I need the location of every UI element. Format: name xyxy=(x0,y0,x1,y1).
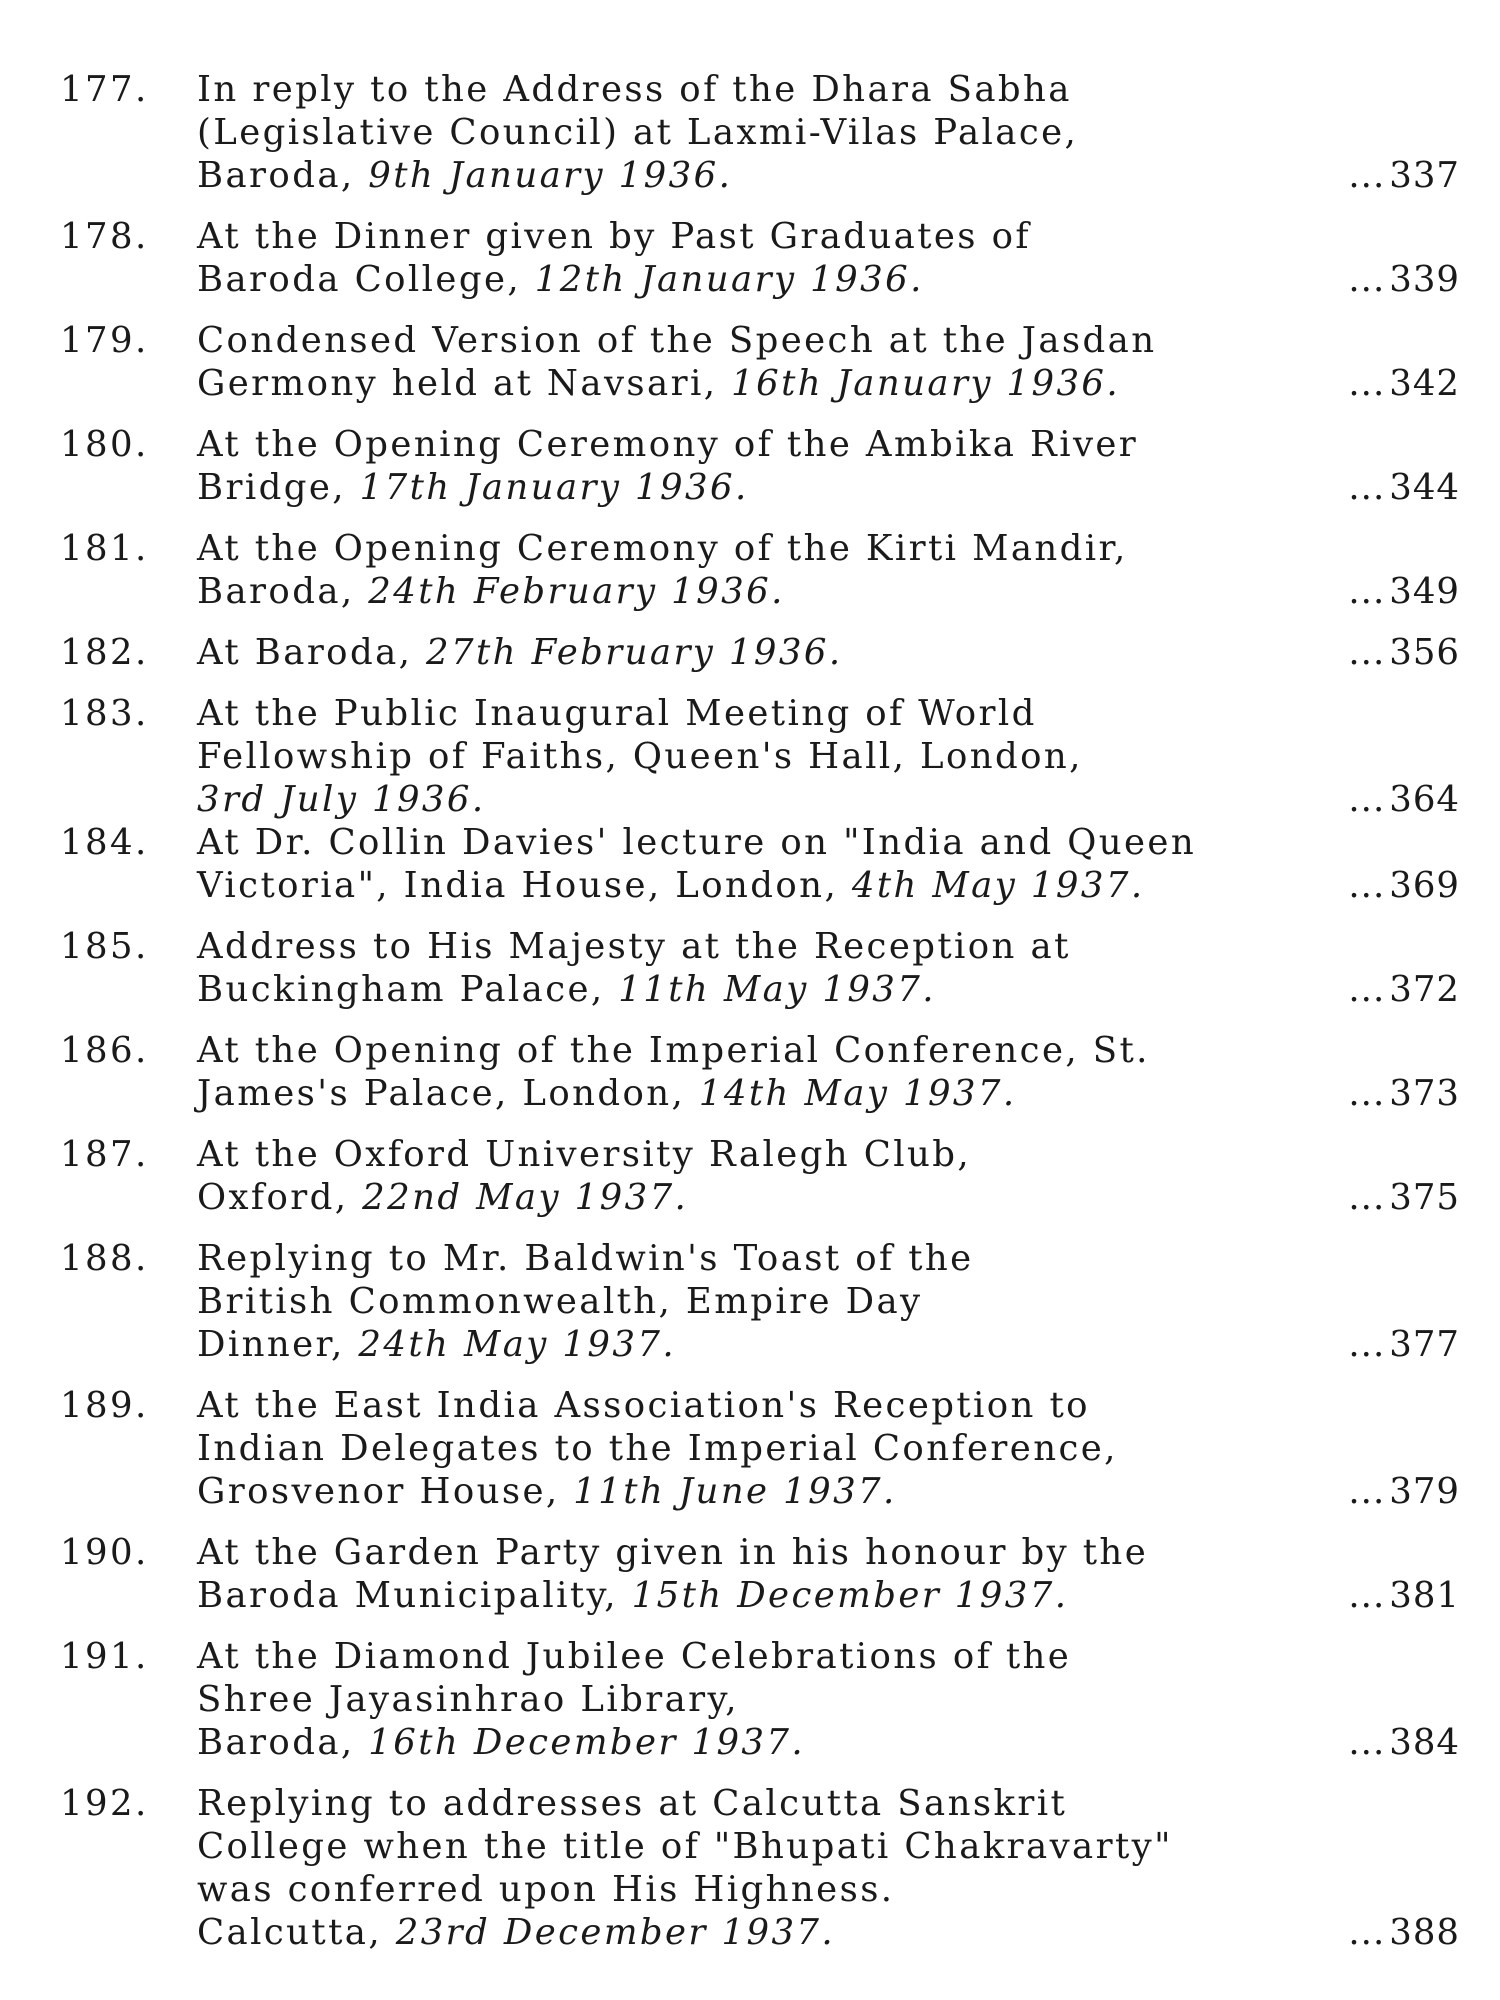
page-number xyxy=(1348,1574,1460,1617)
entry-body xyxy=(197,319,1460,405)
page-number xyxy=(1348,864,1460,907)
entry-date: 27th February 1936. xyxy=(426,632,843,673)
entry-body xyxy=(197,1029,1460,1115)
entry-number: 178. xyxy=(60,216,149,257)
dot-leader: ... xyxy=(1348,1073,1386,1114)
entry-text: James's Palace, London, xyxy=(197,1073,699,1114)
entry-text: Address to His Majesty at the Reception at xyxy=(197,926,1071,967)
toc-entry-184 xyxy=(60,821,1460,907)
entry-text: Germony held at Navsari, xyxy=(197,363,732,404)
entry-number: 177. xyxy=(60,69,149,110)
toc-page xyxy=(60,68,1460,1954)
entry-text: At Dr. Collin Davies' lecture on "India and Queen xyxy=(197,822,1197,863)
dot-leader: ... xyxy=(1348,259,1386,300)
page-number-value: 339 xyxy=(1389,259,1460,300)
entry-body xyxy=(197,925,1460,1011)
entry-text: At the East India Association's Reception to xyxy=(197,1385,1090,1426)
entry-number: 180. xyxy=(60,424,149,465)
entry-line xyxy=(197,527,1460,570)
entry-text: At the Garden Party given in his honour by the xyxy=(197,1532,1149,1573)
entry-line xyxy=(197,735,1460,778)
dot-leader: ... xyxy=(1348,155,1386,196)
entry-date: 22nd May 1937. xyxy=(362,1177,689,1218)
entry-line xyxy=(197,1384,1460,1427)
entry-text: British Commonwealth, Empire Day xyxy=(197,1281,923,1322)
entry-number: 182. xyxy=(60,632,149,673)
dot-leader: ... xyxy=(1348,1177,1386,1218)
entry-body xyxy=(197,423,1460,509)
toc-entry-181 xyxy=(60,527,1460,613)
dot-leader: ... xyxy=(1348,1722,1386,1763)
entry-text: At Baroda, xyxy=(197,632,427,673)
page-number xyxy=(1348,570,1460,613)
entry-line xyxy=(197,968,1460,1011)
entry-number: 181. xyxy=(60,528,149,569)
toc-entry-182 xyxy=(60,631,1460,674)
entry-line xyxy=(197,215,1460,258)
entry-text: Condensed Version of the Speech at the Jasdan xyxy=(197,320,1157,361)
entry-date: 16th December 1937. xyxy=(368,1722,806,1763)
toc-entry-185 xyxy=(60,925,1460,1011)
entry-line xyxy=(197,1176,1460,1219)
entry-body xyxy=(197,1384,1460,1513)
entry-text: Baroda, xyxy=(197,571,369,612)
page-number-value: 344 xyxy=(1389,467,1460,508)
entry-text: In reply to the Address of the Dhara Sabha xyxy=(197,69,1072,110)
dot-leader: ... xyxy=(1348,1912,1386,1953)
page-number-value: 384 xyxy=(1389,1722,1460,1763)
entry-line xyxy=(197,111,1460,154)
toc-entry-191 xyxy=(60,1635,1460,1764)
page-number xyxy=(1348,778,1460,821)
dot-leader: ... xyxy=(1348,969,1386,1010)
entry-line xyxy=(197,1470,1460,1513)
entry-text: Oxford, xyxy=(197,1177,363,1218)
entry-text: At the Dinner given by Past Graduates of xyxy=(197,216,1031,257)
dot-leader: ... xyxy=(1348,363,1386,404)
entry-line xyxy=(197,1072,1460,1115)
toc-entry-190 xyxy=(60,1531,1460,1617)
entry-date: 24th February 1936. xyxy=(368,571,785,612)
entry-body xyxy=(197,527,1460,613)
entry-body xyxy=(197,821,1460,907)
entry-text: Baroda, xyxy=(197,155,369,196)
entry-text: Bridge, xyxy=(197,467,360,508)
entry-line xyxy=(197,631,1460,674)
entry-text: Buckingham Palace, xyxy=(197,969,619,1010)
entry-text: Fellowship of Faiths, Queen's Hall, London, xyxy=(197,736,1083,777)
entry-number: 189. xyxy=(60,1385,149,1426)
entry-body xyxy=(197,1531,1460,1617)
entry-body xyxy=(197,1237,1460,1366)
page-number-value: 373 xyxy=(1389,1073,1460,1114)
entry-text: Baroda Municipality, xyxy=(197,1575,632,1616)
page-number xyxy=(1348,258,1460,301)
entry-text: Indian Delegates to the Imperial Conference, xyxy=(197,1428,1118,1469)
entry-number: 187. xyxy=(60,1134,149,1175)
entry-line xyxy=(197,68,1460,111)
toc-entry-180 xyxy=(60,423,1460,509)
entry-date: 24th May 1937. xyxy=(358,1324,677,1365)
page-number xyxy=(1348,1176,1460,1219)
entry-number: 190. xyxy=(60,1532,149,1573)
toc-entry-187 xyxy=(60,1133,1460,1219)
page-number-value: 342 xyxy=(1389,363,1460,404)
entry-number: 192. xyxy=(60,1783,149,1824)
entry-line xyxy=(197,1782,1460,1825)
entry-line xyxy=(197,925,1460,968)
entry-text: College when the title of "Bhupati Chakravarty" xyxy=(197,1826,1173,1867)
page-number xyxy=(1348,466,1460,509)
entry-line xyxy=(197,1323,1460,1366)
dot-leader: ... xyxy=(1348,1471,1386,1512)
entry-line xyxy=(197,821,1460,864)
entry-date: 4th May 1937. xyxy=(851,865,1145,906)
page-number xyxy=(1348,1323,1460,1366)
entry-line xyxy=(197,1133,1460,1176)
page-number-value: 375 xyxy=(1389,1177,1460,1218)
entry-body xyxy=(197,215,1460,301)
entry-date: 3rd July 1936. xyxy=(197,779,486,820)
page-number-value: 356 xyxy=(1389,632,1460,673)
entry-line xyxy=(197,570,1460,613)
dot-leader: ... xyxy=(1348,865,1386,906)
entry-text: At the Opening Ceremony of the Ambika River xyxy=(197,424,1139,465)
toc-entry-188 xyxy=(60,1237,1460,1366)
entry-date: 9th January 1936. xyxy=(368,155,733,196)
entry-number: 185. xyxy=(60,926,149,967)
entry-date: 23rd December 1937. xyxy=(395,1912,836,1953)
entry-date: 15th December 1937. xyxy=(631,1575,1069,1616)
page-number-value: 337 xyxy=(1389,155,1460,196)
entry-line xyxy=(197,864,1460,907)
entry-text: Replying to Mr. Baldwin's Toast of the xyxy=(197,1238,974,1279)
page-number xyxy=(1348,362,1460,405)
entry-text: Calcutta, xyxy=(197,1912,396,1953)
entry-body xyxy=(197,68,1460,197)
entry-line xyxy=(197,1427,1460,1470)
page-number-value: 377 xyxy=(1389,1324,1460,1365)
entry-text: Dinner, xyxy=(197,1324,359,1365)
toc-entry-189 xyxy=(60,1384,1460,1513)
entry-text: was conferred upon His Highness. xyxy=(197,1869,895,1910)
entry-text: Grosvenor House, xyxy=(197,1471,574,1512)
entry-number: 184. xyxy=(60,822,149,863)
dot-leader: ... xyxy=(1348,632,1386,673)
entry-number: 183. xyxy=(60,693,149,734)
entry-date: 16th January 1936. xyxy=(731,363,1121,404)
entry-line xyxy=(197,1574,1460,1617)
entry-line xyxy=(197,692,1460,735)
entry-body xyxy=(197,1635,1460,1764)
entry-line xyxy=(197,154,1460,197)
entry-line xyxy=(197,1868,1460,1911)
page-number xyxy=(1348,968,1460,1011)
entry-line xyxy=(197,466,1460,509)
entry-line xyxy=(197,362,1460,405)
page-number xyxy=(1348,1470,1460,1513)
page-number xyxy=(1348,1072,1460,1115)
entry-date: 11th June 1937. xyxy=(573,1471,897,1512)
toc-entry-179 xyxy=(60,319,1460,405)
dot-leader: ... xyxy=(1348,467,1386,508)
entry-text: Replying to addresses at Calcutta Sanskrit xyxy=(197,1783,1068,1824)
toc-entry-192 xyxy=(60,1782,1460,1954)
entry-number: 186. xyxy=(60,1030,149,1071)
dot-leader: ... xyxy=(1348,779,1386,820)
entry-line xyxy=(197,258,1460,301)
entry-number: 188. xyxy=(60,1238,149,1279)
entry-date: 17th January 1936. xyxy=(359,467,749,508)
entry-body xyxy=(197,1782,1460,1954)
entry-line xyxy=(197,319,1460,362)
page-number xyxy=(1348,154,1460,197)
page-number-value: 369 xyxy=(1389,865,1460,906)
toc-entry-183 xyxy=(60,692,1460,821)
entry-line xyxy=(197,1825,1460,1868)
toc-entry-186 xyxy=(60,1029,1460,1115)
entry-line xyxy=(197,1237,1460,1280)
entry-line xyxy=(197,1531,1460,1574)
entry-text: At the Opening of the Imperial Conference, St. xyxy=(197,1030,1150,1071)
dot-leader: ... xyxy=(1348,1324,1386,1365)
entry-body xyxy=(197,1133,1460,1219)
entry-line xyxy=(197,1678,1460,1721)
entry-body xyxy=(197,631,1460,674)
entry-text: At the Opening Ceremony of the Kirti Mandir, xyxy=(197,528,1128,569)
entry-text: At the Oxford University Ralegh Club, xyxy=(197,1134,972,1175)
toc-entry-177 xyxy=(60,68,1460,197)
toc-entry-178 xyxy=(60,215,1460,301)
page-number-value: 379 xyxy=(1389,1471,1460,1512)
page-number-value: 372 xyxy=(1389,969,1460,1010)
page-number-value: 364 xyxy=(1389,779,1460,820)
entry-line xyxy=(197,423,1460,466)
entry-text: Shree Jayasinhrao Library, xyxy=(197,1679,739,1720)
entry-number: 179. xyxy=(60,320,149,361)
entry-date: 14th May 1937. xyxy=(698,1073,1017,1114)
entry-line xyxy=(197,1029,1460,1072)
entry-line xyxy=(197,1911,1460,1954)
entry-text: Baroda, xyxy=(197,1722,369,1763)
entry-text: At the Diamond Jubilee Celebrations of the xyxy=(197,1636,1072,1677)
page-number-value: 388 xyxy=(1389,1912,1460,1953)
page-number xyxy=(1348,1911,1460,1954)
entry-text: (Legislative Council) at Laxmi-Vilas Palace, xyxy=(197,112,1079,153)
dot-leader: ... xyxy=(1348,571,1386,612)
page-number xyxy=(1348,1721,1460,1764)
entry-text: Baroda College, xyxy=(197,259,535,300)
entry-text: Victoria", India House, London, xyxy=(197,865,852,906)
page-number-value: 381 xyxy=(1389,1575,1460,1616)
page-number xyxy=(1348,631,1460,674)
entry-body xyxy=(197,692,1460,821)
entry-date: 11th May 1937. xyxy=(618,969,936,1010)
entry-line xyxy=(197,1635,1460,1678)
entry-line xyxy=(197,778,1460,821)
page-number-value: 349 xyxy=(1389,571,1460,612)
entry-line xyxy=(197,1721,1460,1764)
dot-leader: ... xyxy=(1348,1575,1386,1616)
entry-line xyxy=(197,1280,1460,1323)
entry-number: 191. xyxy=(60,1636,149,1677)
entry-text: At the Public Inaugural Meeting of World xyxy=(197,693,1037,734)
entry-date: 12th January 1936. xyxy=(534,259,924,300)
